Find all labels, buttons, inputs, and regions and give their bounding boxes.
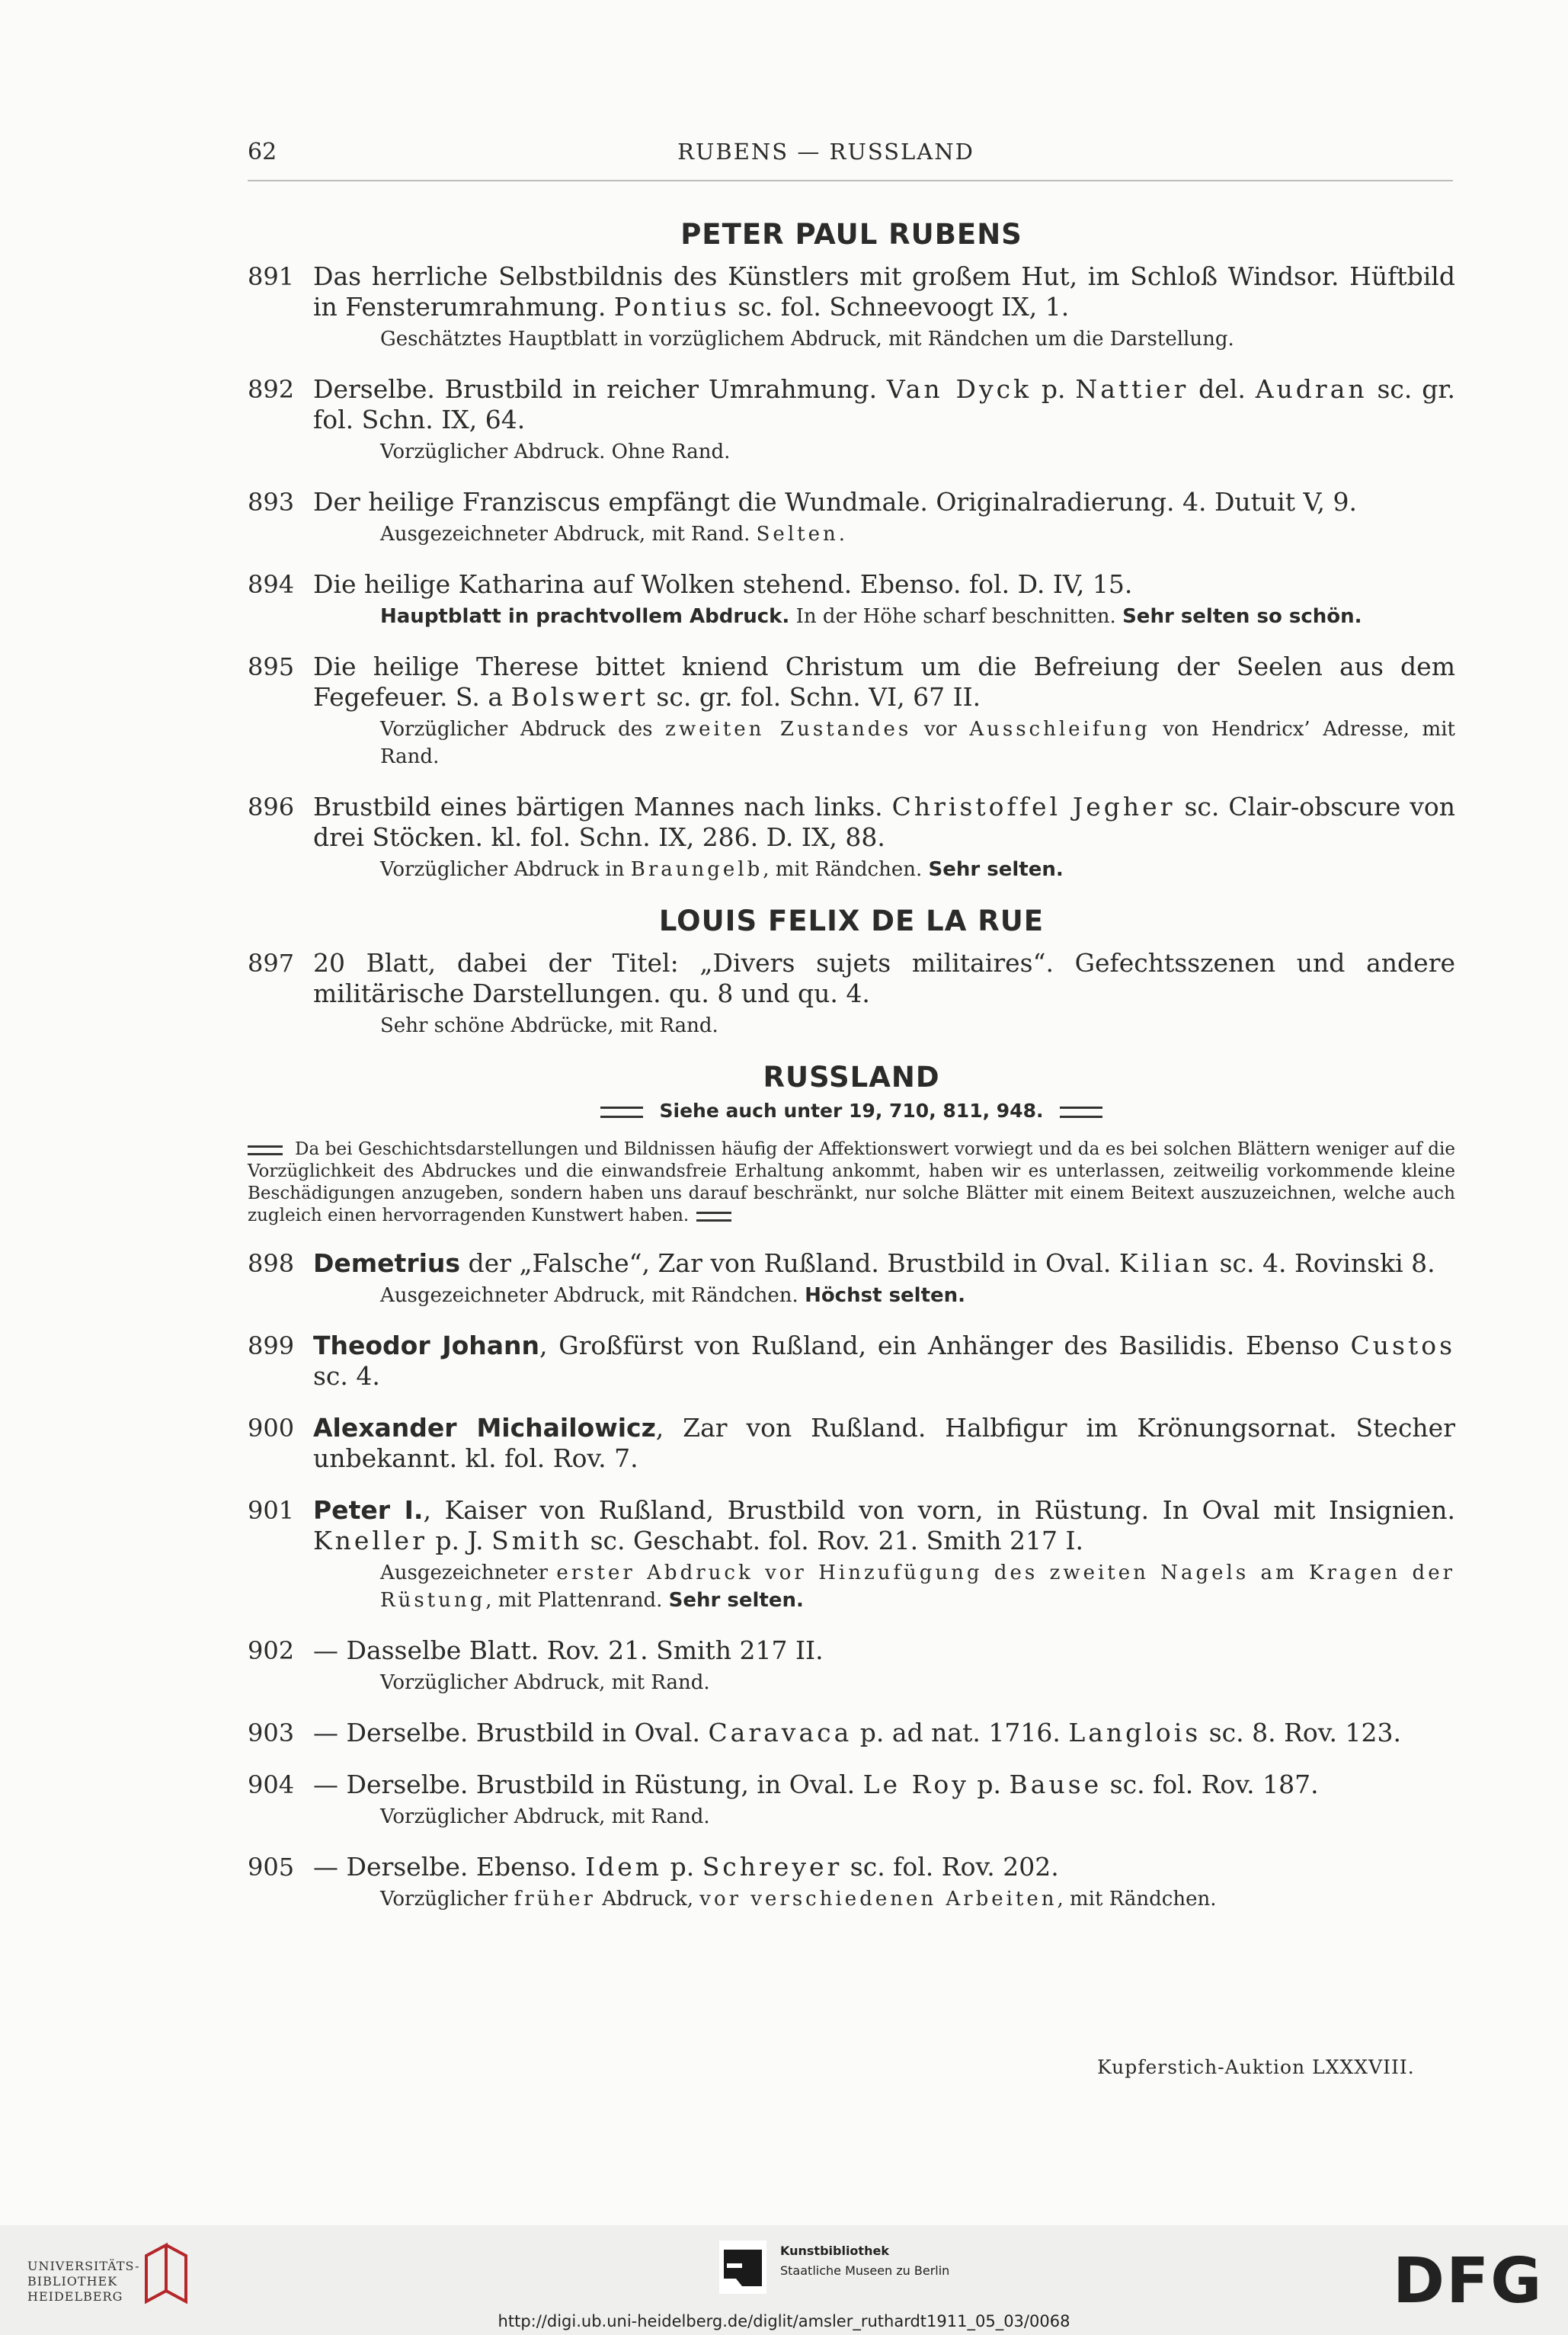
engraver-name: Smith	[491, 1526, 583, 1555]
entry-text-part: — Derselbe. Brustbild in Oval.	[313, 1718, 709, 1747]
note-part: , mit Rändchen.	[1057, 1888, 1217, 1911]
catalog-entry-898	[248, 1248, 1455, 1309]
header-rule	[248, 180, 1453, 181]
portrait-name: Peter I.	[313, 1495, 424, 1525]
catalog-entry-905	[248, 1852, 1455, 1913]
section-title-russland: RUSSLAND	[763, 1061, 940, 1094]
entry-text	[313, 1770, 1455, 1800]
entry-text-part: — Derselbe. Ebenso.	[313, 1852, 586, 1882]
note-bold: Hauptblatt in prachtvollem Abdruck.	[380, 605, 790, 628]
entry-text	[313, 792, 1455, 853]
entry-number: 892	[248, 375, 295, 404]
ub-heidelberg-logo-icon[interactable]	[136, 2239, 197, 2311]
entry-note: Vorzüglicher Abdruck. Ohne Rand.	[380, 440, 731, 463]
entry-text-part: sc. fol. Schneevoogt IX, 1.	[729, 292, 1070, 322]
entry-text-part: Brustbild eines bärtigen Mannes nach links.	[313, 792, 892, 822]
entry-text-part: p. ad nat. 1716.	[852, 1718, 1069, 1747]
catalog-entry-893	[248, 487, 1455, 548]
see-also-text: Siehe auch unter 19, 710, 811, 948.	[659, 1100, 1044, 1122]
entry-text-part: Das herrliche Selbstbildnis des Künstlers mit großem Hut, im Schloß Windsor. Hüftbild in Fensterumrahmung.	[313, 261, 1455, 322]
entry-number: 897	[248, 949, 295, 978]
entry-text-part: del.	[1189, 374, 1256, 404]
note-emphasis: vor verschiedenen Arbeiten	[699, 1888, 1058, 1911]
entry-note: Vorzüglicher Abdruck, mit Rand.	[380, 1805, 710, 1828]
double-dash-ornament	[696, 1212, 731, 1222]
note-part: In der Höhe scharf beschnitten.	[789, 605, 1123, 628]
ub-heidelberg-logo-text[interactable]	[27, 2259, 139, 2305]
kunstbibliothek-logo-text[interactable]	[780, 2241, 949, 2281]
entry-text-part: der „Falsche“, Zar von Rußland. Brustbild in Oval.	[460, 1248, 1119, 1278]
entry-text-part: sc. 4. Rovinski 8.	[1211, 1248, 1435, 1278]
entry-text	[313, 1495, 1455, 1556]
entry-text-part: p.	[968, 1770, 1010, 1799]
engraver-name: Pontius	[613, 292, 730, 322]
entry-number: 899	[248, 1331, 295, 1360]
catalog-entry-899	[248, 1331, 1455, 1392]
entry-number: 903	[248, 1718, 295, 1747]
note-part: Vorzüglicher Abdruck in	[380, 858, 631, 881]
catalog-entry-892	[248, 374, 1455, 466]
entry-note	[380, 520, 1455, 548]
dfg-logo[interactable]: DFG	[1393, 2245, 1544, 2317]
double-dash-ornament	[600, 1107, 643, 1118]
ub-line: HEIDELBERG	[27, 2289, 123, 2304]
catalog-entry-902	[248, 1635, 1455, 1696]
note-bold: Sehr selten.	[928, 858, 1064, 881]
intro-text: Da bei Geschichtsdarstellungen und Bildnissen häufig der Affektionswert vorwiegt und da es bei solchen Blättern weniger auf die Vorzüglichkeit des Abdruckes und die einwandsfreie Erhaltung ankommt, haben wir es unterlassen, zeitweilig vorkommende kleine Beschädigungen anzugeben, sondern haben uns darauf beschränkt, nur solche Blätter mit einem Beitext auszuzeichnen, welche auch zugleich einen hervorragenden Kunstwert haben.	[248, 1139, 1455, 1225]
entry-note: Sehr schöne Abdrücke, mit Rand.	[380, 1014, 718, 1037]
artist-name: Van Dyck	[886, 374, 1032, 404]
see-also-line	[248, 1100, 1455, 1122]
entry-number: 905	[248, 1853, 295, 1882]
note-part: Ausgezeichneter Abdruck, mit Rand.	[380, 523, 757, 546]
engraver-name: Bause	[1009, 1770, 1102, 1799]
engraver-name: Bolswert	[510, 682, 648, 712]
entry-text-part: , Großfürst von Rußland, ein Anhänger des Basilidis. Ebenso	[539, 1331, 1351, 1360]
note-part: Ausgezeichneter Abdruck, mit Rändchen.	[380, 1284, 805, 1307]
ub-line: BIBLIOTHEK	[27, 2274, 118, 2289]
note-emphasis: Ausschleifung	[969, 718, 1150, 741]
catalog-entry-897	[248, 948, 1455, 1039]
entry-number: 894	[248, 570, 295, 599]
artist-name: Idem	[585, 1852, 663, 1882]
engraver-name: Custos	[1350, 1331, 1456, 1360]
entry-number: 901	[248, 1496, 295, 1525]
entry-note	[380, 716, 1455, 770]
entry-text	[313, 1331, 1455, 1392]
note-emphasis: erster Abdruck vor Hinzufügung des zweiten Nagels am Kragen der Rüstung	[380, 1561, 1456, 1612]
note-part: Ausgezeichneter	[380, 1561, 557, 1584]
entry-number: 896	[248, 793, 295, 822]
entry-text-part: p.	[662, 1852, 702, 1882]
artist-name: Kneller	[313, 1526, 427, 1555]
entry-note	[380, 1282, 1455, 1309]
engraver-name: Christoffel Jegher	[891, 792, 1176, 822]
entry-text	[313, 652, 1455, 713]
catalog-entry-895	[248, 652, 1455, 770]
entry-number: 902	[248, 1636, 295, 1665]
engraver-name: Langlois	[1068, 1718, 1202, 1747]
entry-number: 891	[248, 262, 295, 291]
entry-text-part: sc. fol. Rov. 187.	[1102, 1770, 1319, 1799]
catalog-entry-896	[248, 792, 1455, 883]
section-intro	[248, 1139, 1455, 1227]
kunstbibliothek-logo-icon[interactable]	[719, 2241, 766, 2297]
entry-text-part: , Zar von Rußland. Halbfigur im Krönungsornat. Stecher unbekannt. kl. fol. Rov. 7.	[313, 1413, 1455, 1473]
entry-number: 898	[248, 1249, 295, 1278]
note-part: Vorzüglicher	[380, 1888, 514, 1911]
entry-note: Vorzüglicher Abdruck, mit Rand.	[380, 1671, 710, 1694]
note-emphasis: früher	[514, 1888, 596, 1911]
entry-note: Geschätztes Hauptblatt in vorzüglichem Abdruck, mit Rändchen um die Darstellung.	[380, 328, 1234, 351]
note-part: , mit Plattenrand.	[485, 1589, 669, 1612]
catalog-entry-894	[248, 569, 1455, 630]
catalog-content	[248, 200, 1455, 1934]
entry-text-part: sc. 4.	[313, 1361, 380, 1391]
engraver-name: Kilian	[1118, 1248, 1212, 1278]
page-url[interactable]: http://digi.ub.uni-heidelberg.de/diglit/amsler_ruthardt1911_05_03/0068	[498, 2312, 1070, 2330]
note-emphasis: Selten.	[756, 523, 848, 546]
entry-text: Der heilige Franziscus empfängt die Wundmale. Originalradierung. 4. Dutuit V, 9.	[313, 487, 1357, 517]
entry-text-part: sc. 8. Rov. 123.	[1201, 1718, 1401, 1747]
running-title: RUBENS — RUSSLAND	[677, 139, 974, 165]
entry-note	[380, 603, 1455, 630]
entry-number: 893	[248, 488, 295, 517]
entry-text-part: sc. gr. fol. Schn. IX, 64.	[313, 374, 1455, 434]
artist-name: Le Roy	[862, 1770, 969, 1799]
entry-text	[313, 1852, 1455, 1882]
page-number: 62	[248, 139, 277, 165]
entry-text-part: sc. fol. Rov. 202.	[842, 1852, 1059, 1882]
entry-text	[313, 1718, 1455, 1748]
entry-text: Die heilige Katharina auf Wolken stehend. Ebenso. fol. D. IV, 15.	[313, 569, 1133, 599]
entry-text-part: sc. Geschabt. fol. Rov. 21. Smith 217 I.	[582, 1526, 1084, 1555]
portrait-name: Theodor Johann	[313, 1331, 540, 1360]
catalog-entry-900	[248, 1413, 1455, 1474]
entry-note	[380, 856, 1455, 883]
portrait-name: Demetrius	[313, 1248, 461, 1278]
kb-subtitle: Staatliche Museen zu Berlin	[780, 2263, 950, 2278]
note-part: von Hendricx’ Adresse, mit Rand.	[380, 718, 1455, 768]
entry-text-part: , Kaiser von Rußland, Brustbild von vorn, in Rüstung. In Oval mit Insignien.	[423, 1495, 1455, 1525]
kb-title: Kunstbibliothek	[780, 2244, 889, 2258]
entry-text-part: Derselbe. Brustbild in reicher Umrahmung.	[313, 374, 887, 404]
entry-text-part: sc. gr. fol. Schn. VI, 67 II.	[648, 682, 981, 712]
entry-text	[313, 261, 1455, 322]
entry-text	[313, 374, 1455, 435]
entry-text: — Dasselbe Blatt. Rov. 21. Smith 217 II.	[313, 1635, 824, 1665]
ub-line: UNIVERSITÄTS-	[27, 2259, 140, 2273]
engraver-name: Audran	[1255, 374, 1368, 404]
catalog-entry-904	[248, 1770, 1455, 1831]
note-part: Abdruck,	[595, 1888, 700, 1911]
entry-number: 895	[248, 652, 295, 681]
entry-text-part: sc. Clair-obscure von drei Stöcken. kl. fol. Schn. IX, 286. D. IX, 88.	[313, 792, 1455, 852]
catalog-entry-891	[248, 261, 1455, 353]
entry-number: 900	[248, 1414, 295, 1443]
artist-name: Caravaca	[708, 1718, 853, 1747]
double-dash-ornament	[1060, 1107, 1102, 1118]
entry-number: 904	[248, 1770, 295, 1799]
double-dash-ornament	[248, 1145, 283, 1155]
note-part: , mit Rändchen.	[763, 858, 929, 881]
entry-text: 20 Blatt, dabei der Titel: „Divers sujets militaires“. Gefechtsszenen und andere militärische Darstellungen. qu. 8 und qu. 4.	[313, 948, 1455, 1008]
section-title-rubens: PETER PAUL RUBENS	[680, 218, 1022, 251]
entry-text-part: Die heilige Therese bittet kniend Christum um die Befreiung der Seelen aus dem Fegefeuer. S. a	[313, 652, 1455, 712]
entry-note	[380, 1559, 1455, 1614]
note-part: vor	[911, 718, 970, 741]
section-title-rue: LOUIS FELIX DE LA RUE	[658, 905, 1045, 937]
entry-text-part: p. J.	[427, 1526, 492, 1555]
note-part: Vorzüglicher Abdruck des	[380, 718, 666, 741]
note-bold: Höchst selten.	[805, 1284, 966, 1307]
note-emphasis: zweiten Zustandes	[665, 718, 912, 741]
note-emphasis: Braungelb	[630, 858, 763, 881]
entry-text	[313, 1413, 1455, 1474]
catalog-entry-903	[248, 1718, 1455, 1748]
note-bold: Sehr selten.	[668, 1589, 804, 1612]
artist-name: Nattier	[1075, 374, 1189, 404]
entry-note	[380, 1885, 1455, 1913]
entry-text-part: p.	[1032, 374, 1076, 404]
entry-text-part: — Derselbe. Brustbild in Rüstung, in Oval.	[313, 1770, 863, 1799]
entry-text	[313, 1248, 1455, 1279]
catalog-entry-901	[248, 1495, 1455, 1614]
note-bold: Sehr selten so schön.	[1122, 605, 1362, 628]
engraver-name: Schreyer	[702, 1852, 843, 1882]
portrait-name: Alexander Michailowicz	[313, 1413, 656, 1443]
catalog-footer: Kupferstich-Auktion LXXXVIII.	[1097, 2056, 1415, 2078]
